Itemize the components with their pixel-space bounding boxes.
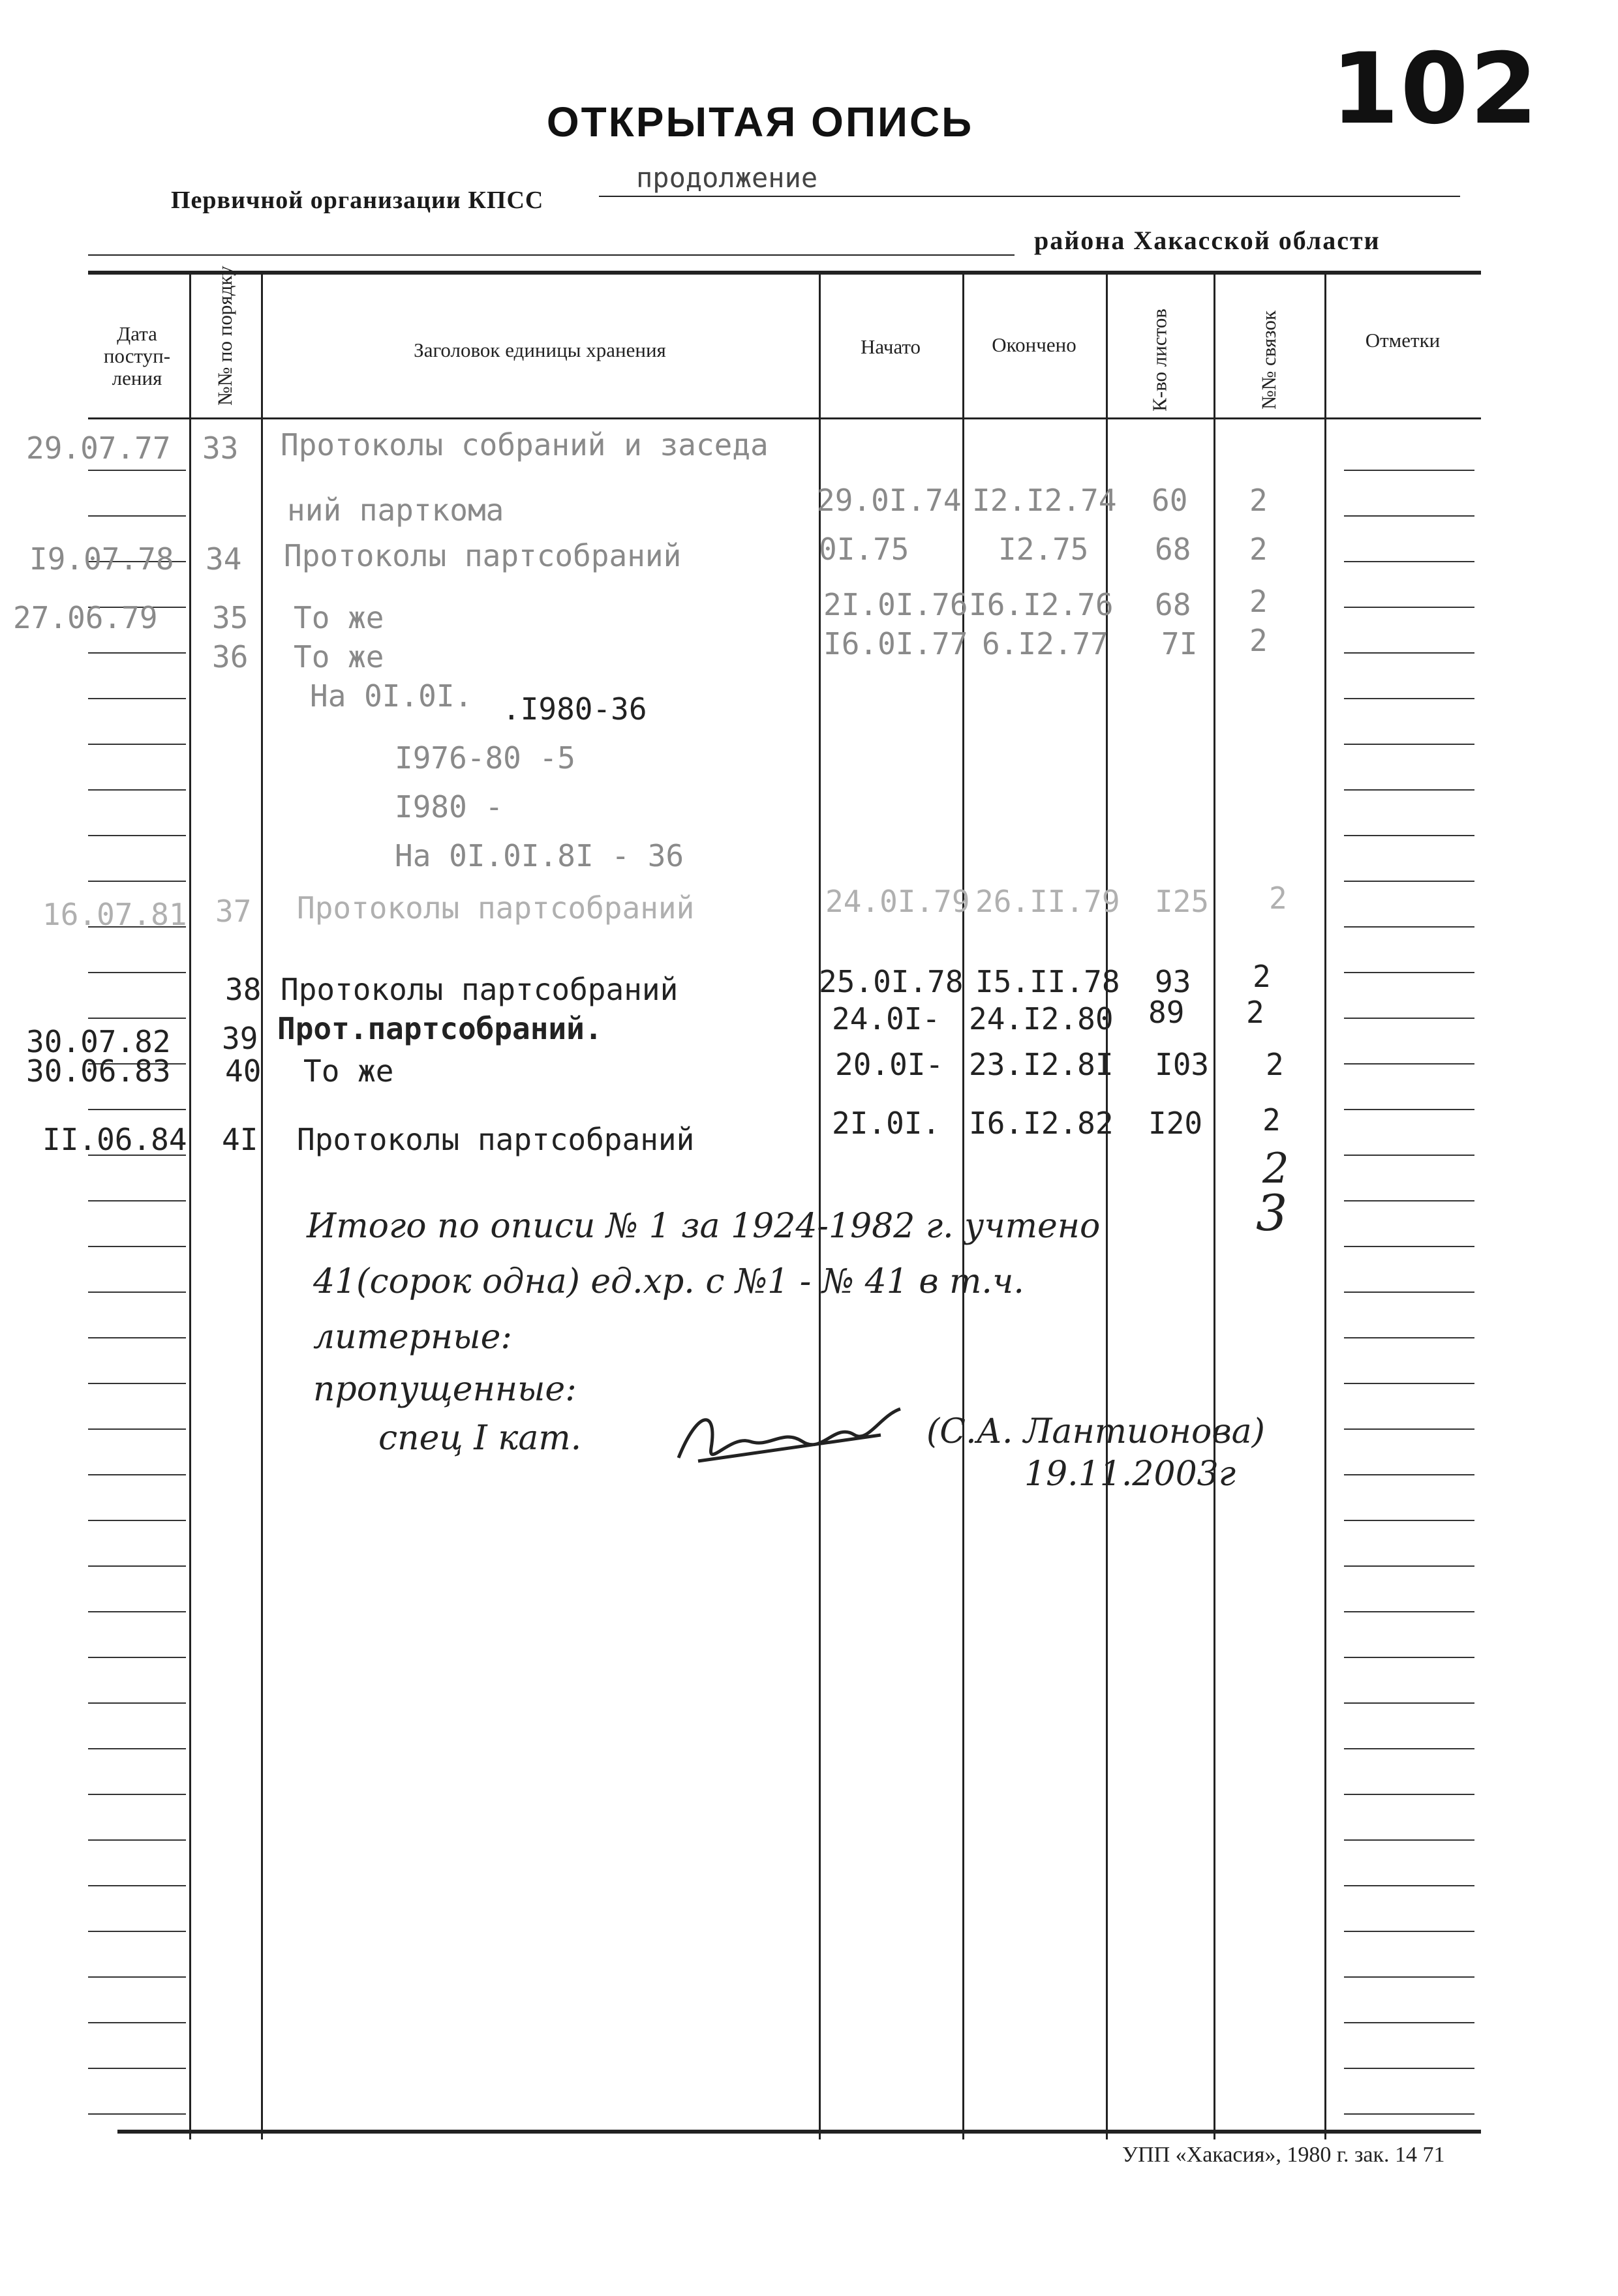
ruled-dash — [1344, 1109, 1474, 1110]
ruled-dash — [1344, 1018, 1474, 1019]
row-sheets: I20 — [1148, 1106, 1203, 1141]
ruled-dash — [88, 1748, 186, 1749]
ruled-dash — [88, 1337, 186, 1338]
handwritten-summary: Итого по описи № 1 за 1924-1982 г. учтено — [307, 1207, 1101, 1246]
ruled-dash — [1344, 1200, 1474, 1201]
handwritten-summary: пропущенные: — [313, 1370, 577, 1409]
handwritten-summary: 41(сорок одна) ед.хр. с №1 - № 41 в т.ч. — [313, 1262, 1024, 1301]
ruled-dash — [1344, 881, 1474, 882]
subtotal-line: I980 - — [395, 789, 504, 824]
row-end: I6.I2.76 — [969, 587, 1114, 622]
ruled-dash — [1344, 1702, 1474, 1704]
ruled-dash — [88, 1246, 186, 1247]
ruled-dash — [1344, 2022, 1474, 2023]
row-date: I9.07.78 — [29, 541, 174, 577]
table-top-border — [88, 271, 1481, 275]
org-label: Первичной организации КПСС — [171, 187, 544, 214]
ruled-dash — [88, 835, 186, 836]
row-sheets: I03 — [1155, 1047, 1210, 1082]
ruled-dash — [1344, 1246, 1474, 1247]
col-header-notes: Отметки — [1365, 329, 1441, 352]
col-header-sheets: К-во листов — [1148, 309, 1171, 412]
row-title: То же — [294, 639, 384, 674]
signature-date: 19.11.2003г — [1024, 1455, 1236, 1494]
row-start: I6.0I.77 — [823, 626, 968, 661]
subtotal-line: .I980-36 — [502, 691, 647, 727]
row-number: 37 — [215, 894, 252, 929]
col-header-bundle: №№ связок — [1257, 310, 1280, 410]
ruled-dash — [88, 1200, 186, 1201]
row-sheets: 89 — [1148, 995, 1185, 1030]
row-end: 26.II.79 — [975, 884, 1120, 919]
col-header-date: Дата поступ-ления — [103, 322, 171, 389]
row-date: 16.07.81 — [42, 897, 187, 932]
ruled-dash — [1344, 926, 1474, 928]
column-divider — [1106, 274, 1108, 2139]
row-bundle: 2 — [1249, 483, 1268, 518]
ruled-dash — [88, 789, 186, 791]
ruled-dash — [88, 1976, 186, 1978]
row-title: То же — [294, 600, 384, 635]
row-title: Прот.партсобраний. — [277, 1011, 603, 1046]
row-title: Протоколы партсобраний — [297, 890, 695, 926]
row-start: 25.0I.78 — [819, 964, 964, 999]
ruled-dash — [1344, 1839, 1474, 1841]
row-start: 24.0I.79 — [825, 884, 970, 919]
document-title: ОТКРЫТАЯ ОПИСЬ — [546, 98, 974, 145]
ruled-dash — [1344, 2113, 1474, 2115]
row-date: 30.06.83 — [26, 1053, 171, 1089]
ruled-dash — [88, 744, 186, 745]
org-underline — [599, 196, 1460, 197]
page-number: 102 — [1331, 33, 1540, 146]
ruled-dash — [88, 515, 186, 517]
row-start: 2I.0I.76 — [823, 587, 968, 622]
row-sheets: I25 — [1155, 884, 1210, 919]
ruled-dash — [88, 1839, 186, 1841]
org-value: продолжение — [636, 162, 818, 194]
ruled-dash — [1344, 1976, 1474, 1978]
row-bundle: 2 — [1249, 532, 1268, 567]
row-number: 34 — [206, 541, 242, 577]
ruled-dash — [88, 1292, 186, 1293]
row-sheets: 7I — [1161, 626, 1198, 661]
ruled-dash — [88, 1702, 186, 1704]
ruled-dash — [88, 1657, 186, 1658]
ruled-dash — [88, 1520, 186, 1521]
ruled-dash — [88, 1383, 186, 1384]
row-bundle: 2 — [1253, 959, 1271, 994]
row-start: 29.0I.74 — [817, 483, 962, 518]
ruled-dash — [88, 698, 186, 699]
ruled-dash — [88, 1018, 186, 1019]
row-bundle: 2 — [1249, 584, 1268, 619]
row-date: 29.07.77 — [26, 430, 171, 466]
ruled-dash — [1344, 561, 1474, 562]
row-sheets: 93 — [1155, 964, 1191, 999]
signer-name: (С.А. Лантионова) — [926, 1412, 1265, 1451]
row-number: 36 — [212, 639, 249, 674]
row-date: II.06.84 — [42, 1122, 187, 1157]
ruled-dash — [88, 881, 186, 882]
col-header-heading: Заголовок единицы хранения — [414, 339, 666, 361]
col-header-number: №№ по порядку — [213, 265, 236, 406]
row-number: 4I — [222, 1122, 258, 1157]
row-title: Протоколы партсобраний — [284, 538, 682, 573]
row-sheets: 60 — [1152, 483, 1188, 518]
ruled-dash — [1344, 1931, 1474, 1932]
column-divider — [189, 274, 191, 2139]
subtotal-line: I976-80 -5 — [395, 740, 575, 776]
row-start: 2I.0I. — [832, 1106, 941, 1141]
column-divider — [1324, 274, 1326, 2139]
col-header-end: Окончено — [992, 333, 1076, 356]
row-start: 20.0I- — [835, 1047, 944, 1082]
ruled-dash — [88, 470, 186, 471]
row-sheets: 68 — [1155, 532, 1191, 567]
handwritten-summary: литерные: — [313, 1318, 512, 1357]
ruled-dash — [1344, 1063, 1474, 1065]
row-title: Протоколы партсобраний — [297, 1122, 695, 1157]
row-title: То же — [303, 1053, 394, 1089]
ruled-dash — [1344, 698, 1474, 699]
row-bundle: 2 — [1249, 623, 1268, 658]
ruled-dash — [88, 652, 186, 654]
signer-title: спец I кат. — [378, 1419, 582, 1458]
row-start: 0I.75 — [819, 532, 909, 567]
row-end: 23.I2.8I — [969, 1047, 1114, 1082]
ruled-dash — [88, 972, 186, 973]
col-header-start: Начато — [860, 335, 921, 358]
ruled-dash — [1344, 1565, 1474, 1567]
table-bottom-border — [117, 2130, 1481, 2134]
row-end: I2.75 — [998, 532, 1089, 567]
ruled-dash — [1344, 1794, 1474, 1795]
ruled-dash — [88, 2068, 186, 2069]
region-underline — [88, 254, 1015, 256]
ruled-dash — [1344, 1657, 1474, 1658]
row-date: 27.06.79 — [13, 600, 158, 635]
row-sheets: 68 — [1155, 587, 1191, 622]
ruled-dash — [88, 2113, 186, 2115]
region-label: района Хакасской области — [1034, 226, 1381, 255]
signature — [672, 1396, 907, 1481]
ruled-dash — [1344, 652, 1474, 654]
row-start: 24.0I- — [832, 1001, 941, 1036]
ruled-dash — [1344, 1474, 1474, 1475]
row-number: 38 — [225, 972, 262, 1007]
ruled-dash — [1344, 1383, 1474, 1384]
column-divider — [261, 274, 263, 2139]
ruled-dash — [1344, 972, 1474, 973]
row-bundle: 2 — [1269, 881, 1287, 916]
row-title: Протоколы партсобраний — [281, 972, 679, 1007]
ruled-dash — [1344, 1885, 1474, 1886]
ruled-dash — [1344, 1155, 1474, 1156]
print-footer: УПП «Хакасия», 1980 г. зак. 14 71 — [1122, 2143, 1445, 2167]
row-title: ний парткома — [287, 492, 504, 528]
column-divider — [1214, 274, 1215, 2139]
ruled-dash — [1344, 1428, 1474, 1430]
row-date: 30.07.82 — [26, 1024, 171, 1059]
ruled-dash — [1344, 470, 1474, 471]
ruled-dash — [88, 1565, 186, 1567]
bundle-extra: 3 — [1256, 1184, 1288, 1242]
ruled-dash — [88, 1794, 186, 1795]
row-bundle: 2 — [1262, 1102, 1281, 1138]
row-end: 6.I2.77 — [982, 626, 1108, 661]
ruled-dash — [1344, 1337, 1474, 1338]
row-end: I2.I2.74 — [972, 483, 1117, 518]
row-bundle: 2 — [1246, 995, 1264, 1030]
subtotal-line: На 0I.0I. — [310, 678, 473, 714]
ruled-dash — [1344, 835, 1474, 836]
ruled-dash — [1344, 1748, 1474, 1749]
row-end: I6.I2.82 — [969, 1106, 1114, 1141]
ruled-dash — [88, 1885, 186, 1886]
ruled-dash — [1344, 607, 1474, 608]
ruled-dash — [88, 2022, 186, 2023]
row-number: 35 — [212, 600, 249, 635]
row-bundle: 2 — [1266, 1047, 1284, 1082]
row-title: Протоколы собраний и заседа — [281, 427, 769, 462]
ruled-dash — [1344, 1611, 1474, 1612]
ruled-dash — [88, 1931, 186, 1932]
row-end: 24.I2.80 — [969, 1001, 1114, 1036]
ruled-dash — [1344, 1292, 1474, 1293]
row-number: 33 — [202, 430, 239, 466]
ruled-dash — [88, 1109, 186, 1110]
subtotal-line: На 0I.0I.8I - 36 — [395, 838, 684, 873]
ruled-dash — [1344, 2068, 1474, 2069]
row-number: 39 — [222, 1021, 258, 1056]
ruled-dash — [1344, 744, 1474, 745]
row-end: I5.II.78 — [975, 964, 1120, 999]
ruled-dash — [88, 1474, 186, 1475]
row-number: 40 — [225, 1053, 262, 1089]
ruled-dash — [1344, 789, 1474, 791]
bundle-extra: 2 — [1262, 1145, 1289, 1193]
ruled-dash — [1344, 1520, 1474, 1521]
ruled-dash — [1344, 515, 1474, 517]
ruled-dash — [88, 1428, 186, 1430]
ruled-dash — [88, 1611, 186, 1612]
